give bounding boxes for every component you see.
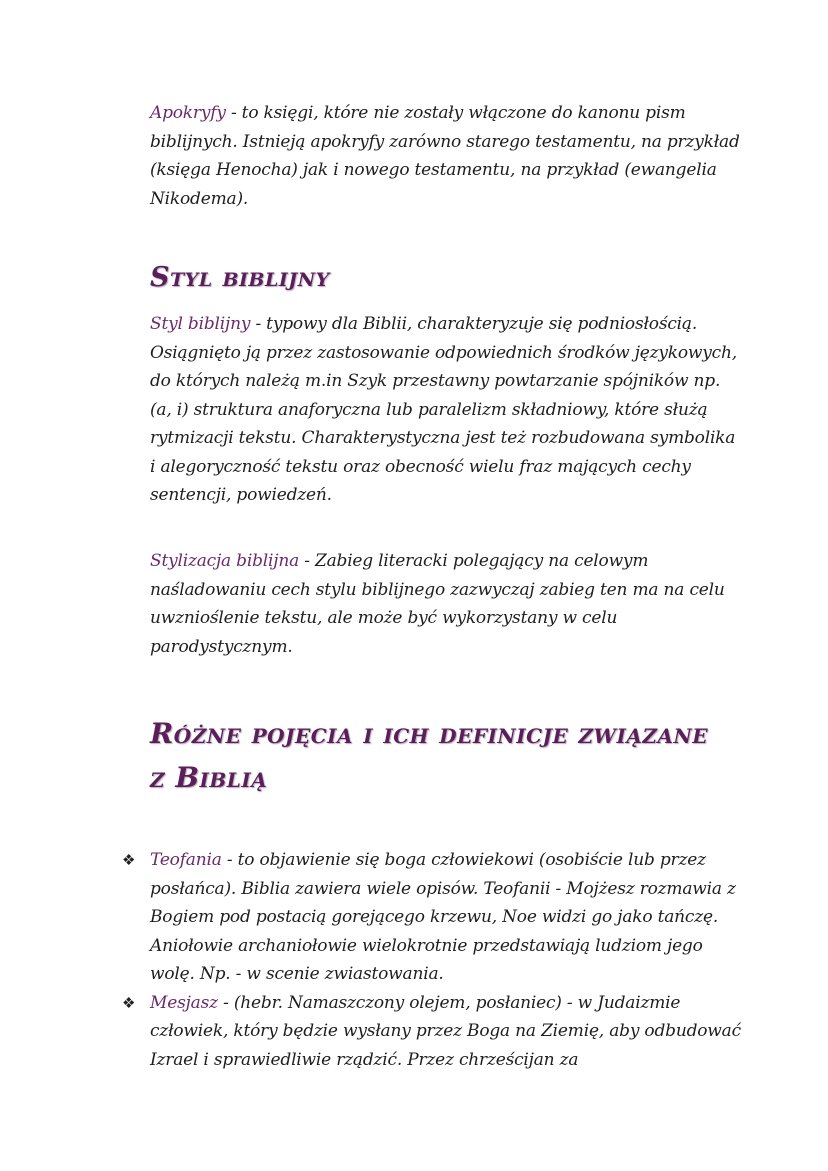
paragraph-styl-biblijny: [150, 310, 740, 510]
list-item-mesjasz: [122, 989, 742, 1075]
paragraph-stylizacja-biblijna: [150, 547, 740, 661]
heading-rozne-pojecia: Różne pojęcia i ich definicje związane z Biblią: [150, 717, 709, 794]
definition-teofania: - to objawienie się boga człowiekowi (osobiście lub przez posłańca). Biblia zawiera wiele opisów. Teofanii - Mojżesz rozmawia z Bogiem pod postacią gorejącego krzewu, Noe widzi go jako tańczę. Aniołowie archaniołowie wielokrotnie przedstawiają ludziom jego wolę. Np. - w scenie zwiastowania.: [150, 850, 736, 984]
definition-styl-biblijny: - typowy dla Biblii, charakteryzuje się podniosłością. Osiągnięto ją przez zastosowanie odpowiednich środków językowych, do których należą m.in Szyk przestawny powtarzanie spójników np. (a, i) struktura anaforyczna lub paralelizm składniowy, które służą rytmizacji tekstu. Charakterystyczna jest też rozbudowana symbolika i alegoryczność tekstu oraz obecność wielu fraz mających cechy sentencji, powiedzeń.: [150, 314, 737, 505]
term-teofania: Teofania: [150, 850, 222, 870]
paragraph-apokryfy: [150, 99, 740, 213]
diamond-bullet-icon: ❖: [122, 851, 136, 869]
heading-styl-biblijny: Styl biblijny: [150, 262, 330, 293]
term-apokryfy: Apokryfy: [150, 103, 226, 123]
term-stylizacja-biblijna: Stylizacja biblijna: [150, 551, 300, 571]
definitions-list: [122, 846, 742, 1074]
definition-mesjasz: - (hebr. Namaszczony olejem, posłaniec) - w Judaizmie człowiek, który będzie wysłany przez Boga na Ziemię, aby odbudować Izrael i sprawiedliwie rządzić. Przez chrześcijan za: [150, 992, 741, 1070]
diamond-bullet-icon: ❖: [122, 993, 136, 1012]
definition-apokryfy: - to księgi, które nie zostały włączone do kanonu pism biblijnych. Istnieją apokryfy zarówno starego testamentu, na przykład (księga Henocha) jak i nowego testamentu, na przykład (ewangelia Nikodema).: [150, 103, 740, 209]
term-styl-biblijny: Styl biblijny: [150, 314, 251, 334]
list-item-teofania: [122, 846, 742, 989]
term-mesjasz: Mesjasz: [150, 992, 218, 1013]
definition-stylizacja-biblijna: - Zabieg literacki polegający na celowym naśladowaniu cech stylu biblijnego zazwyczaj zabieg ten ma na celu uwznioślenie tekstu, ale może być wykorzystany w celu parodystycznym.: [150, 551, 725, 657]
